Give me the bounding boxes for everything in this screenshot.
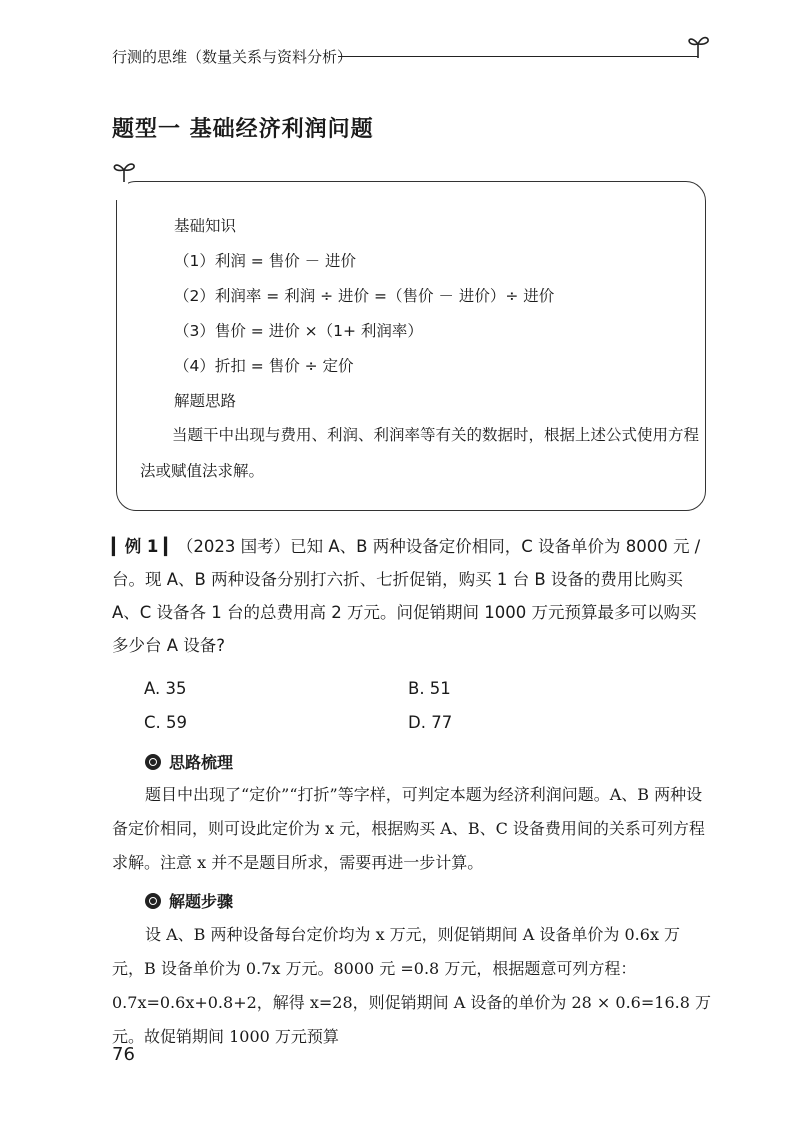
analysis-heading-label: 思路梳理	[169, 753, 234, 772]
solving-idea-text: 当题干中出现与费用、利润、利润率等有关的数据时，根据上述公式使用方程法或赋值法求解。	[140, 426, 700, 480]
sprout-icon	[110, 158, 140, 184]
example-problem	[112, 530, 712, 662]
running-header: 行测的思维（数量关系与资料分析）	[112, 48, 353, 66]
formula-4: （4）折扣 = 售价 ÷ 定价	[174, 357, 354, 375]
sprout-icon	[684, 30, 714, 60]
option-c: C. 59	[144, 713, 188, 732]
formula-2: （2）利润率 = 利润 ÷ 进价 =（售价 － 进价）÷ 进价	[174, 287, 555, 305]
page-number: 76	[112, 1044, 135, 1065]
header-rule	[338, 56, 698, 57]
example-text: （2023 国考）已知 A、B 两种设备定价相同，C 设备单价为 8000 元 / 台。现 A、B 两种设备分别打六折、七折促销，购买 1 台 B 设备的费用比购买 A、C 设备各 1 台的总费用高 2 万元。问促销期间 1000 万元预算最多可以购买多少台 A 设备?	[112, 537, 701, 655]
solution-text: 设 A、B 两种设备每台定价均为 x 万元，则促销期间 A 设备单价为 0.6x 万元，B 设备单价为 0.7x 万元。8000 元 =0.8 万元，根据题意可列方程：0.7x=0.6x+0.8+2，解得 x=28，则促销期间 A 设备的单价为 28 × 0.6=16.8 万元。故促销期间 1000 万元预算	[112, 925, 711, 1046]
solution-heading	[145, 889, 233, 912]
option-a: A. 35	[144, 679, 187, 698]
analysis-heading	[145, 750, 233, 773]
option-b: B. 51	[408, 679, 451, 698]
analysis-text: 题目中出现了“定价”“打折”等字样，可判定本题为经济利润问题。A、B 两种设备定价相同，则可设此定价为 x 元，根据购买 A、B、C 设备费用间的关系可列方程求解。注意 x 并不是题目所求，需要再进一步计算。	[112, 785, 705, 872]
option-d: D. 77	[408, 713, 453, 732]
bulb-icon	[145, 754, 161, 770]
basic-knowledge-heading: 基础知识	[174, 217, 237, 235]
formula-3: （3）售价 = 进价 ×（1+ 利润率）	[174, 322, 423, 340]
formula-1: （1）利润 = 售价 － 进价	[174, 252, 357, 270]
section-title: 题型一 基础经济利润问题	[112, 117, 374, 142]
solving-idea-heading: 解题思路	[174, 392, 237, 410]
example-label: ▎例 1 ▎	[112, 537, 177, 556]
pencil-icon	[145, 893, 161, 909]
solution-heading-label: 解题步骤	[169, 892, 234, 911]
